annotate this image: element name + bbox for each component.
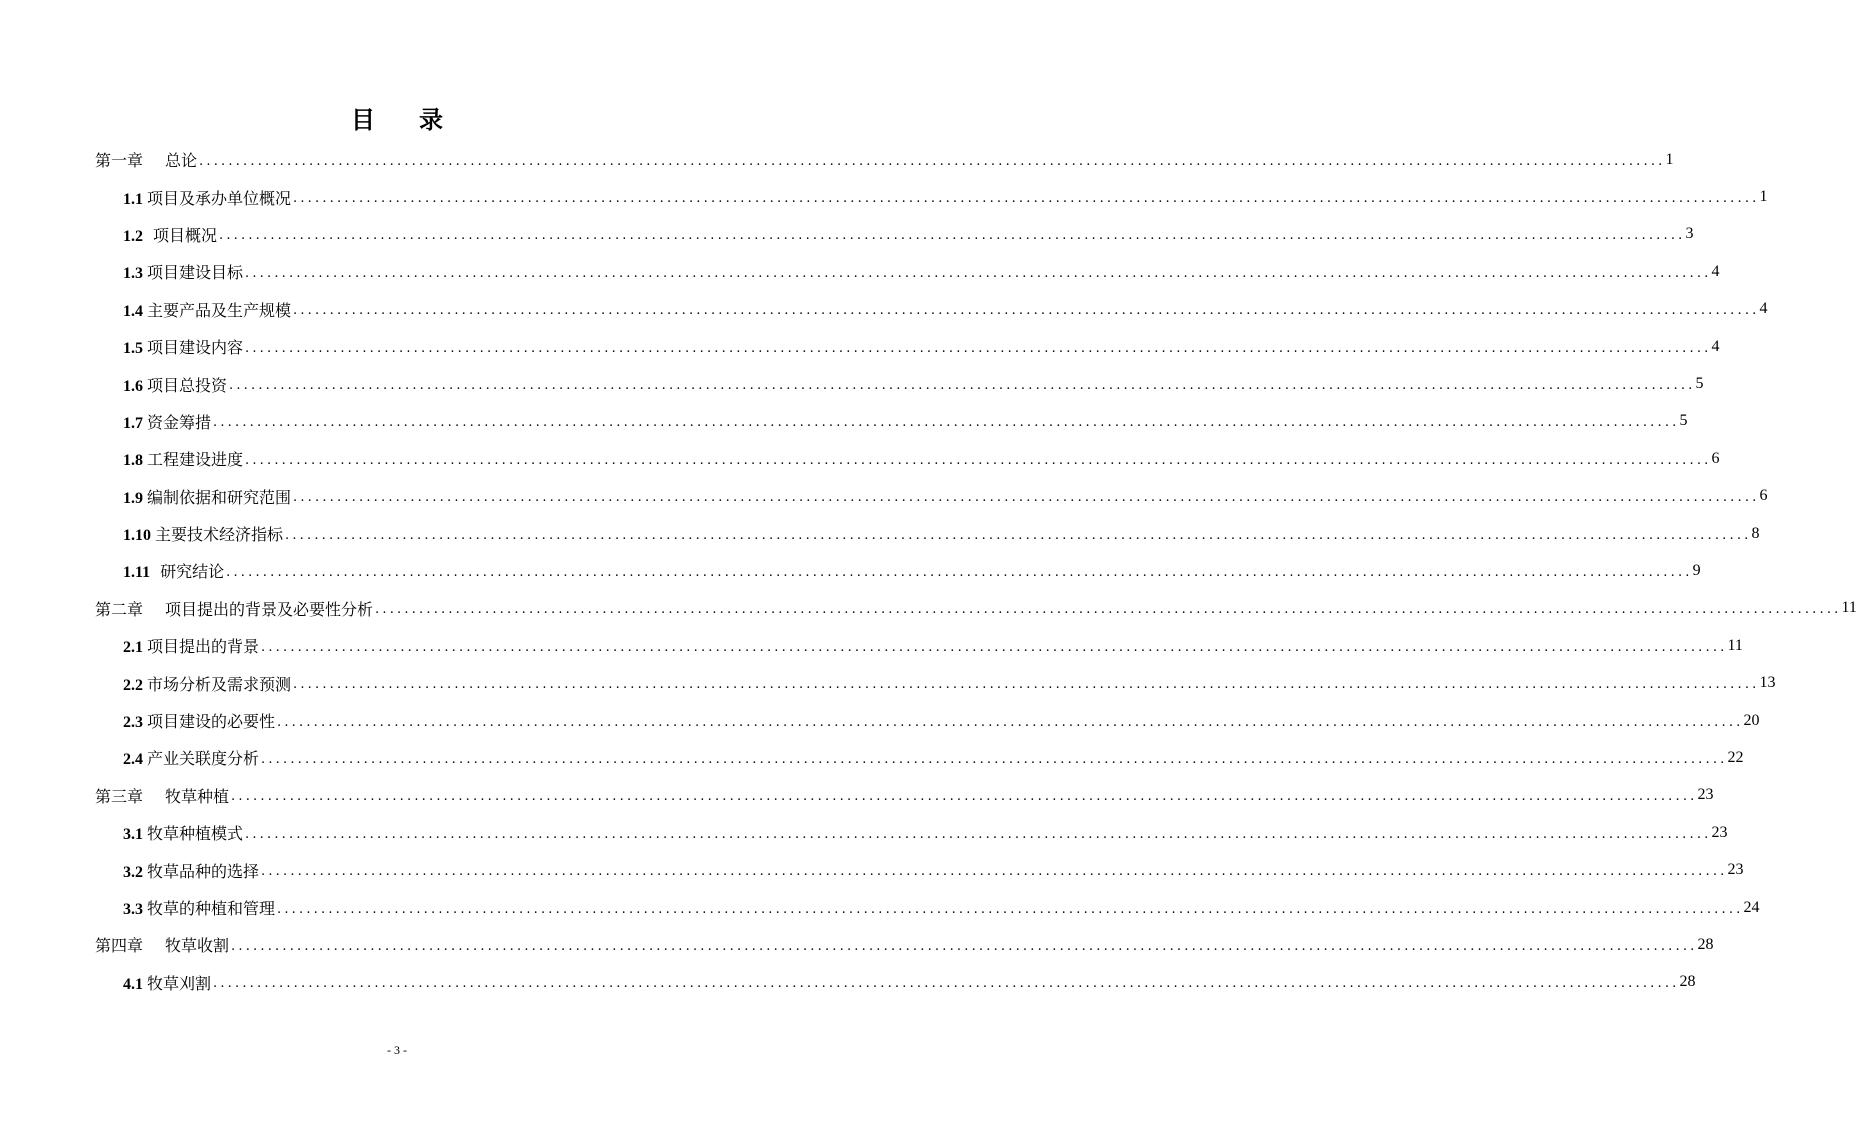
dot-leader: ........................................................................................................................................................................................................ [245,826,1712,842]
toc-entry-page-number: 13 [1759,674,1776,692]
toc-entry-title: 市场分析及需求预测 [147,674,292,694]
toc-entry-label [123,522,285,545]
toc-entry-number: 1.4 [123,302,143,320]
toc-entry-number: 1.7 [123,414,143,432]
toc-section-entry[interactable] [0,739,1744,776]
dot-leader: ........................................................................................................................................................................................................ [245,340,1712,356]
dot-leader: ........................................................................................................................................................................................................ [219,228,1686,244]
toc-entry-title: 项目及承办单位概况 [147,188,292,208]
toc-entry-label [123,485,293,508]
toc-entry-label [123,971,213,994]
toc-entry-label [123,821,245,844]
toc-entry-title: 项目提出的背景及必要性分析 [165,599,374,619]
dot-leader: ........................................................................................................................................................................................................ [261,751,1728,767]
toc-entry-title: 研究结论 [160,562,225,582]
toc-section-entry[interactable] [0,440,1720,477]
toc-entry-page-number: 24 [1743,898,1760,916]
toc-entry-number: 1.10 [123,527,151,545]
toc-entry-title: 编制依据和研究范围 [147,487,292,507]
toc-entry-title: 牧草的种植和管理 [147,899,276,918]
toc-entry-title: 牧草品种的选择 [147,861,260,881]
toc-entry-label [123,260,245,283]
toc-entry-number: 2.1 [123,639,143,657]
toc-entry-title: 总论 [165,151,198,171]
dot-leader: ........................................................................................................................................................................................................ [277,714,1744,730]
toc-section-entry[interactable] [0,889,1760,926]
toc-entry-title: 主要产品及生产规模 [147,300,292,320]
toc-entry-page-number: 22 [1727,748,1744,766]
toc-entry-number: 第一章 [95,151,144,171]
dot-leader: ........................................................................................................................................................................................................ [293,191,1760,207]
toc-title [0,100,794,135]
toc-entry-title: 资金筹措 [147,412,212,432]
toc-entry-title: 牧草刈割 [147,973,212,993]
toc-chapter-entry[interactable] [0,590,1857,627]
toc-entry-number: 第二章 [95,599,144,619]
dot-leader: ........................................................................................................................................................................................................ [261,639,1728,655]
toc-entry-number: 2.2 [123,676,143,694]
toc-section-entry[interactable] [0,702,1760,739]
toc-entry-label [123,447,245,470]
toc-entry-label [123,559,226,582]
toc-entry-label [123,223,219,246]
toc-entry-label [123,298,293,321]
toc-entry-page-number: 4 [1711,262,1720,280]
table-of-contents [0,141,1857,1001]
toc-entry-number: 4.1 [123,975,143,993]
toc-entry-page-number: 23 [1697,786,1714,804]
toc-entry-page-number: 4 [1759,300,1768,318]
toc-entry-number: 2.4 [123,751,143,769]
toc-entry-number: 1.8 [123,452,143,470]
toc-entry-page-number: 11 [1841,599,1857,617]
dot-leader: ........................................................................................................................................................................................................ [293,303,1760,319]
toc-title-char-2: 录 [419,105,443,134]
dot-leader: ........................................................................................................................................................................................................ [226,564,1693,580]
toc-section-entry[interactable] [0,552,1701,589]
dot-leader: ........................................................................................................................................................................................................ [245,265,1712,281]
toc-entry-page-number: 23 [1711,823,1728,841]
toc-entry-number: 1.6 [123,377,143,395]
toc-entry-label [123,373,229,396]
dot-leader: ........................................................................................................................................................................................................ [199,153,1666,169]
toc-section-entry[interactable] [0,253,1720,290]
toc-section-entry[interactable] [0,478,1768,515]
toc-entry-label [95,597,375,620]
toc-section-entry[interactable] [0,814,1728,851]
toc-entry-label [123,335,245,358]
toc-entry-number: 1.9 [123,489,143,507]
toc-chapter-entry[interactable] [0,141,1674,178]
toc-entry-page-number: 1 [1665,150,1674,168]
toc-entry-label [95,148,199,171]
toc-entry-label [123,896,277,919]
toc-section-entry[interactable] [0,328,1720,365]
toc-entry-page-number: 5 [1695,375,1704,393]
dot-leader: ........................................................................................................................................................................................................ [375,602,1842,618]
toc-entry-number: 1.5 [123,340,143,358]
page-number-footer: - 3 - [387,1043,407,1057]
toc-entry-page-number: 4 [1711,337,1720,355]
toc-entry-title: 工程建设进度 [147,450,244,470]
toc-entry-label [123,410,213,433]
toc-chapter-entry[interactable] [0,777,1714,814]
toc-entry-title: 牧草种植 [165,786,230,806]
toc-entry-number: 第三章 [95,786,144,806]
dot-leader: ........................................................................................................................................................................................................ [293,677,1760,693]
dot-leader: ........................................................................................................................................................................................................ [277,901,1744,917]
toc-entry-title: 项目总投资 [147,375,228,395]
toc-entry-title: 牧草收割 [165,936,230,956]
dot-leader: ........................................................................................................................................................................................................ [231,789,1698,805]
toc-title-char-1: 目 [351,105,375,134]
dot-leader: ........................................................................................................................................................................................................ [293,490,1760,506]
toc-entry-label [123,672,293,695]
toc-entry-label [123,746,261,769]
toc-entry-page-number: 9 [1692,561,1701,579]
toc-section-entry[interactable] [0,291,1768,328]
toc-entry-number: 第四章 [95,936,144,956]
toc-section-entry[interactable] [0,178,1768,215]
dot-leader: ........................................................................................................................................................................................................ [213,415,1680,431]
toc-entry-label [123,634,261,657]
toc-section-entry[interactable] [0,403,1688,440]
toc-section-entry[interactable] [0,627,1743,664]
toc-entry-page-number: 6 [1759,487,1768,505]
toc-chapter-entry[interactable] [0,926,1714,963]
toc-entry-page-number: 6 [1711,449,1720,467]
toc-entry-page-number: 20 [1743,711,1760,729]
toc-entry-label [123,709,277,732]
dot-leader: ........................................................................................................................................................................................................ [229,378,1696,394]
toc-section-entry[interactable] [0,216,1694,253]
toc-entry-number: 1.11 [123,564,151,582]
toc-section-entry[interactable] [0,515,1760,552]
toc-entry-page-number: 8 [1751,524,1760,542]
toc-entry-page-number: 23 [1727,861,1744,879]
dot-leader: ........................................................................................................................................................................................................ [231,938,1698,954]
toc-entry-label [123,859,261,882]
toc-entry-title: 项目建设目标 [147,263,244,283]
toc-entry-page-number: 3 [1685,225,1694,243]
dot-leader: ........................................................................................................................................................................................................ [245,452,1712,468]
toc-entry-page-number: 28 [1679,973,1696,991]
toc-entry-title: 项目建设内容 [147,338,244,358]
dot-leader: ........................................................................................................................................................................................................ [261,864,1728,880]
toc-section-entry[interactable] [0,964,1696,1001]
toc-entry-number: 1.3 [123,265,143,283]
toc-section-entry[interactable] [0,664,1776,701]
toc-entry-number: 2.3 [123,714,143,732]
dot-leader: ........................................................................................................................................................................................................ [213,976,1680,992]
toc-entry-page-number: 5 [1679,412,1688,430]
toc-entry-title: 项目建设的必要性 [147,712,276,732]
toc-entry-title: 产业关联度分析 [147,749,260,769]
toc-entry-number: 3.2 [123,863,143,881]
toc-entry-number: 1.2 [123,227,143,245]
toc-entry-page-number: 28 [1697,935,1714,953]
toc-entry-page-number: 11 [1727,636,1743,654]
toc-entry-title: 项目提出的背景 [147,637,260,657]
toc-entry-label [95,784,231,807]
toc-entry-title: 牧草种植模式 [147,824,244,844]
toc-section-entry[interactable] [0,365,1704,402]
toc-entry-title: 项目概况 [153,225,218,245]
toc-entry-label [123,186,293,209]
toc-section-entry[interactable] [0,851,1744,888]
toc-entry-number: 3.3 [123,901,143,918]
toc-entry-number: 1.1 [123,190,143,208]
toc-entry-page-number: 1 [1759,188,1768,206]
toc-entry-label [95,933,231,956]
dot-leader: ........................................................................................................................................................................................................ [285,527,1752,543]
toc-entry-title: 主要技术经济指标 [155,525,284,545]
toc-entry-number: 3.1 [123,826,143,844]
